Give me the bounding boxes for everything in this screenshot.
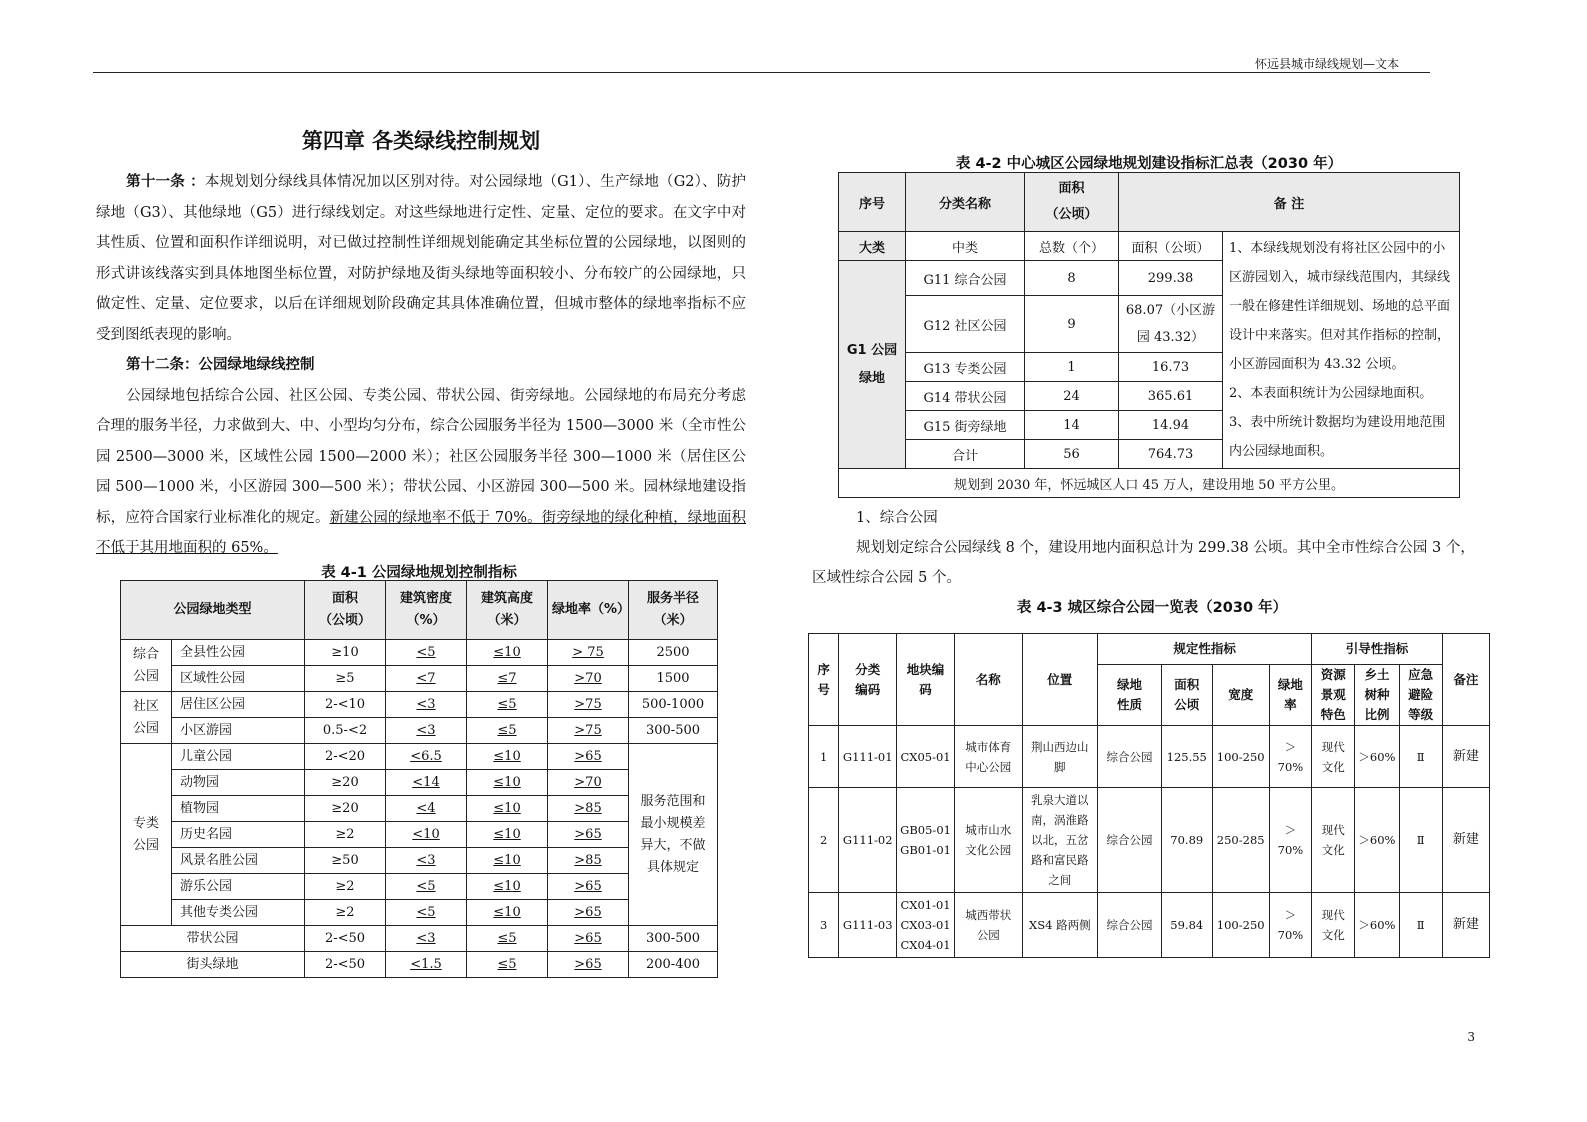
table-header-cell: 分类名称 [906,173,1025,232]
table-cell: <5 [386,874,467,900]
article-12-underlined: 新建公园的绿地率不低于 70%。街旁绿地的绿化种植，绿地面积不低于其用地面积的 65%。 [96,509,746,556]
table-row [121,744,718,770]
table-cell: GB05-01 GB01-01 [897,788,955,893]
table-cell: G111-01 [839,726,897,788]
table-cell: CX05-01 [897,726,955,788]
table-cell: 70.89 [1161,788,1212,893]
table-cell: 2-<10 [305,692,386,718]
table-cell: 综合公园 [1098,893,1162,958]
table-4-2-footer: 规划到 2030 年，怀远城区人口 45 万人，建设用地 50 平方公里。 [839,469,1460,498]
table-cell: G111-03 [839,893,897,958]
section-1-title: 1、综合公园 [856,510,938,526]
table-cell: >70 [548,770,629,796]
table-cell: G15 街旁绿地 [906,411,1025,440]
table-row [121,874,718,900]
header-rule [93,72,1430,73]
table-cell: 300-500 [629,926,718,952]
table-cell: <1.5 [386,952,467,978]
table-header-cell: 序号 [839,173,906,232]
table-group-cell: 社区 公园 [121,692,172,744]
table-header-cell: 宽度 [1212,665,1269,726]
table-cell: ＞70% [1269,726,1311,788]
table-4-2-subheader [839,232,1460,261]
table-cell: ＞60% [1355,726,1399,788]
table-header-cell: 面积 公顷 [1161,665,1212,726]
table-cell: 8 [1025,261,1119,296]
table-cell: 小区游园 [172,718,305,744]
table-4-2-notes: 1、本绿线规划没有将社区公园中的小区游园划入，城市绿线范围内，其绿线一般在修建性详细规划、场地的总平面设计中来落实。但对其作指标的控制，小区游园面积为 43.32 公顷。 2、本表面积统计为公园绿地面积。 3、表中所统计数据均为建设用地范围内公园绿地面积。 [1223,232,1460,469]
table-cell: G11 综合公园 [906,261,1025,296]
table-cell: >70 [548,666,629,692]
table-cell: 面积（公顷） [1119,232,1223,261]
table-cell: <3 [386,848,467,874]
table-header-cell: 服务半径 （米） [629,581,718,640]
table-cell: 0.5-<2 [305,718,386,744]
table-cell: 2500 [629,640,718,666]
table-header-cell: 地块编 码 [897,634,955,726]
table-cell: 风景名胜公园 [172,848,305,874]
table-cell: <14 [386,770,467,796]
table-4-2-header [839,173,1460,232]
table-cell: ＞60% [1355,788,1399,893]
table-cell: Ⅱ [1399,788,1442,893]
table-row [121,718,718,744]
table-cell: 299.38 [1119,261,1223,296]
article-12-heading-line [96,350,746,381]
table-cell: >65 [548,926,629,952]
table-cell: 100-250 [1212,726,1269,788]
page-number: 3 [1467,1030,1475,1044]
table-cell: 中类 [906,232,1025,261]
chapter-title: 第四章 各类绿线控制规划 [301,129,541,153]
table-cell: G13 专类公园 [906,353,1025,382]
table-cell: ≤10 [467,848,548,874]
table-cell: <3 [386,926,467,952]
section-1 [812,503,1484,593]
table-cell: <10 [386,822,467,848]
table-cell: 总数（个） [1025,232,1119,261]
table-cell: 历史名园 [172,822,305,848]
table-cell: 城市体育 中心公园 [955,726,1023,788]
table-cell: ＞70% [1269,893,1311,958]
table-cell: ≤5 [467,952,548,978]
table-cell: 3 [809,893,839,958]
table-header-cell: 乡土 树种 比例 [1355,665,1399,726]
table-row [121,666,718,692]
table-row [809,788,1490,893]
table-cell: ≥20 [305,770,386,796]
table-cell: 大类 [839,232,906,261]
header-title: 怀远县城市绿线规划—文本 [1254,57,1399,71]
table-cell: >75 [548,718,629,744]
table-row [121,900,718,926]
table-4-1-special-note: 服务范围和最小规模差异大，不做具体规定 [629,744,718,926]
table-header-cell: 面积 （公顷） [305,581,386,640]
table-header-cell: 绿地率（%） [548,581,629,640]
table-4-2-caption: 表 4-2 中心城区公园绿地规划建设指标汇总表（2030 年） [955,156,1343,172]
table-cell: G111-02 [839,788,897,893]
table-header-cell: 资源 景观 特色 [1312,665,1355,726]
table-header-cell: 引导性指标 [1312,634,1443,665]
table-cell: ≤7 [467,666,548,692]
table-cell: ≥10 [305,640,386,666]
table-header-cell: 建筑密度 （%） [386,581,467,640]
table-cell: 其他专类公园 [172,900,305,926]
table-row [121,640,718,666]
table-cell: 59.84 [1161,893,1212,958]
section-1-text-line [812,533,1484,593]
table-row [121,796,718,822]
table-cell: ≤10 [467,900,548,926]
table-4-2-big-class: G1 公园 绿地 [839,261,906,469]
table-cell: 新建 [1442,893,1489,958]
article-12 [96,381,746,564]
table-cell: 综合公园 [1098,726,1162,788]
table-cell: > 75 [548,640,629,666]
table-row [809,726,1490,788]
table-cell: 2-<20 [305,744,386,770]
table-row [809,893,1490,958]
table-cell: 城西带状 公园 [955,893,1023,958]
table-cell: 街头绿地 [121,952,305,978]
table-cell: ＞70% [1269,788,1311,893]
table-cell: 500-1000 [629,692,718,718]
table-header-cell: 位置 [1022,634,1098,726]
table-cell: 14.94 [1119,411,1223,440]
table-header-cell: 名称 [955,634,1023,726]
table-cell: <5 [386,640,467,666]
table-cell: >65 [548,744,629,770]
table-cell: 24 [1025,382,1119,411]
table-cell: 新建 [1442,788,1489,893]
table-cell: G12 社区公园 [906,296,1025,353]
table-cell: 全县性公园 [172,640,305,666]
table-cell: 1 [809,726,839,788]
table-header-cell: 规定性指标 [1098,634,1312,665]
table-cell: ≤5 [467,718,548,744]
table-cell: 1500 [629,666,718,692]
table-row [121,822,718,848]
table-cell: 综合公园 [1098,788,1162,893]
table-cell: 现代 文化 [1312,893,1355,958]
table-cell: 764.73 [1119,440,1223,469]
table-cell: 56 [1025,440,1119,469]
table-cell: >85 [548,796,629,822]
table-cell: <7 [386,666,467,692]
table-cell: 现代 文化 [1312,726,1355,788]
table-cell: 居住区公园 [172,692,305,718]
table-cell: CX01-01 CX03-01 CX04-01 [897,893,955,958]
table-cell: 9 [1025,296,1119,353]
table-cell: 荆山西边山 脚 [1022,726,1098,788]
table-cell: 1 [1025,353,1119,382]
table-cell: ≥50 [305,848,386,874]
table-cell: ＞60% [1355,893,1399,958]
table-group-cell: 综合 公园 [121,640,172,692]
table-header-cell: 序 号 [809,634,839,726]
table-cell: 365.61 [1119,382,1223,411]
table-cell: ≤5 [467,692,548,718]
table-4-3-caption: 表 4-3 城区综合公园一览表（2030 年） [1016,600,1288,616]
table-cell: >65 [548,900,629,926]
table-cell: 16.73 [1119,353,1223,382]
table-cell: 新建 [1442,726,1489,788]
table-cell: >75 [548,692,629,718]
table-cell: 250-285 [1212,788,1269,893]
table-header-cell: 备 注 [1119,173,1460,232]
table-group-cell: 专类 公园 [121,744,172,926]
section-1-title-line [812,503,1484,533]
table-cell: 200-400 [629,952,718,978]
table-cell: XS4 路两侧 [1022,893,1098,958]
table-cell: 14 [1025,411,1119,440]
table-header-cell: 分类 编码 [839,634,897,726]
table-header-cell: 绿地 性质 [1098,665,1162,726]
table-cell: >65 [548,874,629,900]
table-cell: ≤10 [467,796,548,822]
table-cell: Ⅱ [1399,726,1442,788]
table-cell: 区域性公园 [172,666,305,692]
table-cell: G14 带状公园 [906,382,1025,411]
article-12-heading: 第十二条：公园绿地绿线控制 [126,357,315,373]
table-cell: <6.5 [386,744,467,770]
table-header-cell: 应急 避险 等级 [1399,665,1442,726]
table-cell: 2-<50 [305,926,386,952]
left-column [96,125,746,564]
table-cell: 儿童公园 [172,744,305,770]
table-row [121,848,718,874]
table-cell: 现代 文化 [1312,788,1355,893]
table-4-1-caption: 表 4-1 公园绿地规划控制指标 [321,565,517,581]
table-4-3 [808,633,1490,958]
table-cell: >65 [548,952,629,978]
table-cell: <3 [386,692,467,718]
table-row [121,770,718,796]
table-cell: ≥20 [305,796,386,822]
table-header-cell: 建筑高度 （米） [467,581,548,640]
table-cell: >65 [548,822,629,848]
table-cell: 300-500 [629,718,718,744]
table-cell: ≤5 [467,926,548,952]
table-cell: 游乐公园 [172,874,305,900]
table-4-2-footer-row [839,469,1460,498]
table-cell: 合计 [906,440,1025,469]
table-cell: <5 [386,900,467,926]
table-cell: Ⅱ [1399,893,1442,958]
table-4-1 [120,580,718,978]
table-cell: >85 [548,848,629,874]
table-cell: 2-<50 [305,952,386,978]
table-cell: 带状公园 [121,926,305,952]
table-4-1-header [121,581,718,640]
table-header-cell: 备注 [1442,634,1489,726]
article-11 [96,167,746,350]
table-cell: 乳泉大道以 南，涡淮路 以北，五岔 路和富民路 之间 [1022,788,1098,893]
article-12-text: 公园绿地包括综合公园、社区公园、专类公园、带状公园、街旁绿地。公园绿地的布局充分考虑合理的服务半径，力求做到大、中、小型均匀分布，综合公园服务半径为 1500—3000 米（全市性公园 2500—3000 米，区域性公园 1500—2000 米）；社区公园服务半径 300—1000 米（居住区公园 500—1000 米，小区游园 300—500 米）；带状公园、小区游园 300—500 米。园林绿地建设指标，应符合国家行业标准化的规定。 [96,387,746,526]
table-4-3-header [809,634,1490,665]
table-cell: <4 [386,796,467,822]
table-cell: ≤10 [467,822,548,848]
table-row [121,692,718,718]
table-cell: 植物园 [172,796,305,822]
article-11-text: 本规划划分绿线具体情况加以区别对待。对公园绿地（G1）、生产绿地（G2）、防护绿地（G3）、其他绿地（G5）进行绿线划定。对这些绿地进行定性、定量、定位的要求。在文字中对其性质、位置和面积作详细说明，对已做过控制性详细规划能确定其坐标位置的公园绿地，以图则的形式讲该线落实到具体地图坐标位置，对防护绿地及街头绿地等面积较小、分布较广的公园绿地，只做定性、定量、定位要求，以后在详细规划阶段确定其具体准确位置，但城市整体的绿地率指标不应受到图纸表现的影响。 [96,174,746,343]
section-1-text: 规划划定综合公园绿线 8 个，建设用地内面积总计为 299.38 公顷。其中全市性综合公园 3 个，区域性综合公园 5 个。 [812,540,1475,586]
table-cell: ≥2 [305,900,386,926]
table-cell: ≤10 [467,874,548,900]
table-cell: ≤10 [467,770,548,796]
table-cell: ≤10 [467,640,548,666]
table-cell: 动物园 [172,770,305,796]
table-cell: <3 [386,718,467,744]
article-11-label: 第十一条 ： [126,174,205,190]
table-cell: 68.07（小区游园 43.32） [1119,296,1223,353]
table-cell: ≥5 [305,666,386,692]
table-cell: 125.55 [1161,726,1212,788]
table-row [121,926,718,952]
table-cell: ≥2 [305,822,386,848]
table-header-cell: 公园绿地类型 [121,581,305,640]
table-cell: 城市山水 文化公园 [955,788,1023,893]
table-header-cell: 面积 （公顷） [1025,173,1119,232]
table-cell: ≥2 [305,874,386,900]
table-cell: 2 [809,788,839,893]
table-header-cell: 绿地 率 [1269,665,1311,726]
table-4-2 [838,172,1460,498]
table-cell: 100-250 [1212,893,1269,958]
table-cell: ≤10 [467,744,548,770]
table-row [121,952,718,978]
